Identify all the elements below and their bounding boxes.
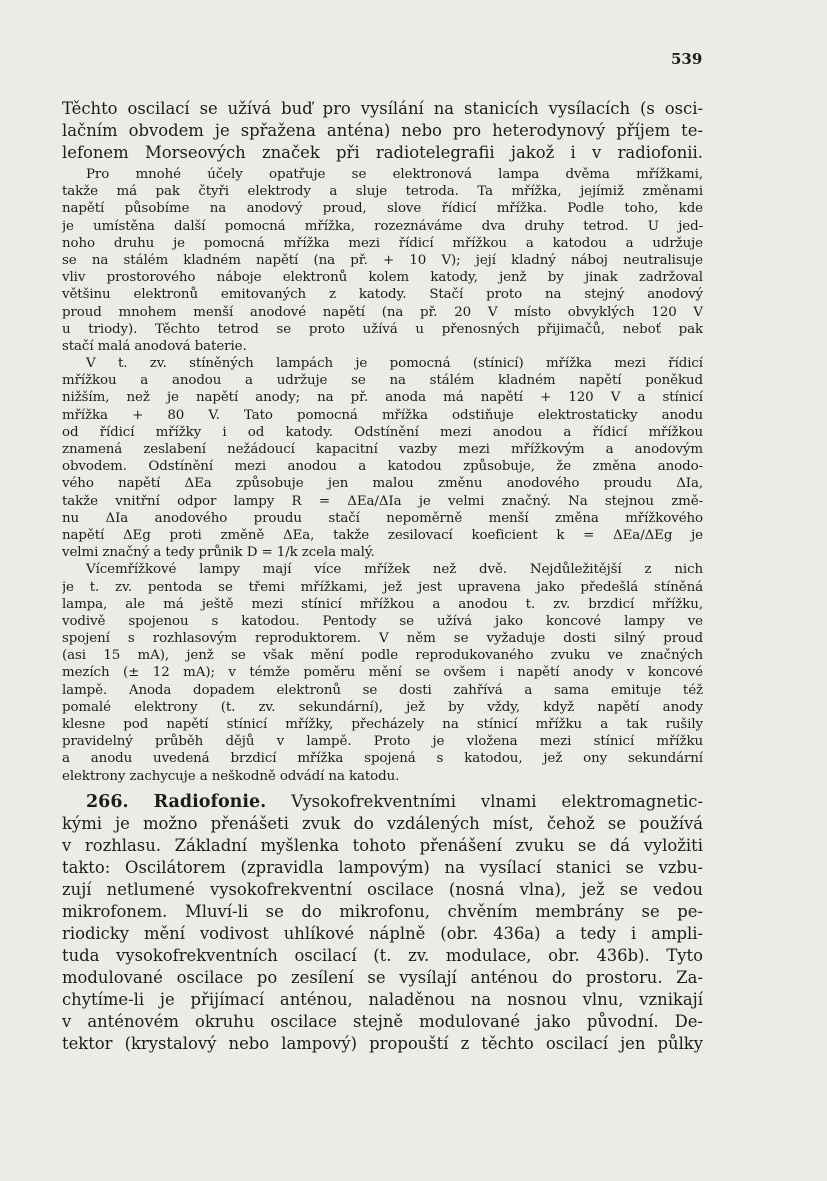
small-print-section (62, 166, 703, 785)
text-line: lampa, ale má ještě mezi stínicí mřížkou a anodou t. zv. brzdicí mřížku, (62, 596, 703, 612)
body-text (62, 98, 703, 1055)
text-line: (asi 15 mA), jenž se však mění podle reprodukovaného zvuku ve značných (62, 648, 703, 664)
text-line: u triody). Těchto tetrod se proto užívá u přenosných přijimačů, neboť pak (62, 321, 703, 337)
text-line: vliv prostorového náboje elektronů kolem katody, jenž by jinak zadržoval (62, 270, 703, 286)
section-title: Radiofonie. (153, 791, 267, 812)
text-line: Pro mnohé účely opatřuje se elektronová lampa dvěma mřížkami, (86, 167, 703, 182)
text-line: takto: Oscilátorem (zpravidla lampovým) na vysílací stanici se vzbu- (62, 857, 703, 877)
section-number: 266. (86, 791, 129, 812)
text-line: chytíme-li je přijímací anténou, naladěnou na nosnou vlnu, vznikají (62, 989, 703, 1009)
page-number: 539 (671, 50, 703, 68)
text-line: lampě. Anoda dopadem elektronů se dosti zahřívá a sama emituje též (62, 682, 703, 698)
text-line: mikrofonem. Mluví-li se do mikrofonu, chvěním membrány se pe- (62, 901, 703, 921)
text-line: kými je možno přenášeti zvuk do vzdálených míst, čehož se používá (62, 813, 703, 833)
text-line: pomalé elektrony (t. zv. sekundární), jež by vždy, když napětí anody (62, 699, 703, 715)
text-line: většinu elektronů emitovaných z katody. Stačí proto na stejný anodový (62, 287, 703, 303)
text-line: tuda vysokofrekventních oscilací (t. zv. modulace, obr. 436b). Tyto (62, 945, 703, 965)
text-line: a anodu uvedená brzdicí mřížka spojená s katodou, jež ony sekundární (62, 751, 703, 767)
section-first-line: Vysokofrekventními vlnami elektromagnetic- (291, 791, 703, 811)
text-line: lačním obvodem je spřažena anténa) nebo pro heterodynový příjem te- (62, 121, 703, 140)
text-line: od řídicí mřížky i od katody. Odstínění mezi anodou a řídicí mřížkou (62, 424, 703, 440)
text-line: je umístěna další pomocná mřížka, rozeznáváme dva druhy tetrod. U jed- (62, 218, 703, 234)
text-line: se na stálém kladném napětí (na př. + 10 V); její kladný náboj neutralisuje (62, 252, 703, 268)
text-line: takže má pak čtyři elektrody a sluje tetroda. Ta mřížka, jejímiž změnami (62, 184, 703, 200)
text-line: znamená zeslabení nežádoucí kapacitní vazby mezi mřížkovým a anodovým (62, 442, 703, 457)
text-line: spojení s rozhlasovým reproduktorem. V něm se vyžaduje dosti silný proud (62, 631, 703, 647)
intro-paragraph (62, 98, 703, 164)
text-line: modulované oscilace po zesílení se vysílají anténou do prostoru. Za- (62, 967, 703, 987)
text-line: Vícemřížkové lampy mají více mřížek než dvě. Nejdůležitější z nich (86, 562, 703, 578)
text-line: vého napětí ΔEa způsobuje jen malou změnu anodového proudu ΔIa, (62, 476, 703, 492)
text-line: nižším, než je napětí anody; na př. anoda má napětí + 120 V a stínicí (62, 390, 703, 406)
text-line: stačí malá anodová baterie. (62, 338, 247, 354)
text-line: riodicky mění vodivost uhlíkové náplně (obr. 436a) a tedy i ampli- (62, 923, 703, 943)
text-line: noho druhu je pomocná mřížka mezi řídicí mřížkou a katodou a udržuje (62, 235, 703, 251)
text-line: zují netlumené vysokofrekventní oscilace (nosná vlna), jež se vedou (62, 879, 703, 899)
text-line: mezích (± 12 mA); v témže poměru mění se ovšem i napětí anody v koncové (62, 665, 703, 681)
text-line: V t. zv. stíněných lampách je pomocná (stínicí) mřížka mezi řídicí (86, 356, 703, 372)
text-line: mřížka + 80 V. Tato pomocná mřížka odstiňuje elektrostaticky anodu (62, 407, 703, 423)
text-line: tektor (krystalový nebo lampový) propouští z těchto oscilací jen půlky (62, 1033, 703, 1053)
text-line: nu ΔIa anodového proudu stačí nepoměrně menší změna mřížkového (62, 510, 703, 526)
text-line: lefonem Morseových značek při radiotelegrafii jakož i v radiofonii. (62, 143, 703, 162)
text-line: napětí působíme na anodový proud, slove řídicí mřížka. Podle toho, kde (62, 201, 703, 217)
text-line: v anténovém okruhu oscilace stejně modulované jako původní. De- (62, 1011, 703, 1031)
text-line: v rozhlasu. Základní myšlenka tohoto přenášení zvuku se dá vyložiti (62, 835, 703, 855)
section-heading-line (62, 791, 703, 813)
text-line: takže vnitřní odpor lampy R = ΔEa/ΔIa je velmi značný. Na stejnou změ- (62, 493, 703, 509)
text-line: elektrony zachycuje a neškodně odvádí na katodu. (62, 768, 400, 784)
text-line: velmi značný a tedy průnik D = 1/k zcela malý. (62, 545, 375, 561)
text-line: obvodem. Odstínění mezi anodou a katodou způsobuje, že změna anodo- (62, 459, 703, 475)
text-line: je t. zv. pentoda se třemi mřížkami, jež jest upravena jako předešlá stíněná (62, 579, 703, 595)
text-line: mřížkou a anodou a udržuje se na stálém kladném napětí poněkud (62, 373, 703, 389)
radiofonie-section (62, 791, 703, 1055)
text-line: vodivě spojenou s katodou. Pentody se užívá jako koncové lampy ve (62, 613, 703, 629)
text-line: napětí ΔEg proti změně ΔEa, takže zesilovací koeficient k = ΔEa/ΔEg je (62, 527, 703, 543)
text-line: Těchto oscilací se užívá buď pro vysílání na stanicích vysílacích (s osci- (62, 99, 703, 118)
text-line: pravidelný průběh dějů v lampě. Proto je vložena mezi stínicí mřížku (62, 734, 703, 750)
text-line: klesne pod napětí stínicí mřížky, přecházely na stínicí mřížku a tak rušily (62, 717, 703, 732)
text-line: proud mnohem menší anodové napětí (na př. 20 V místo obvyklých 120 V (62, 304, 703, 320)
